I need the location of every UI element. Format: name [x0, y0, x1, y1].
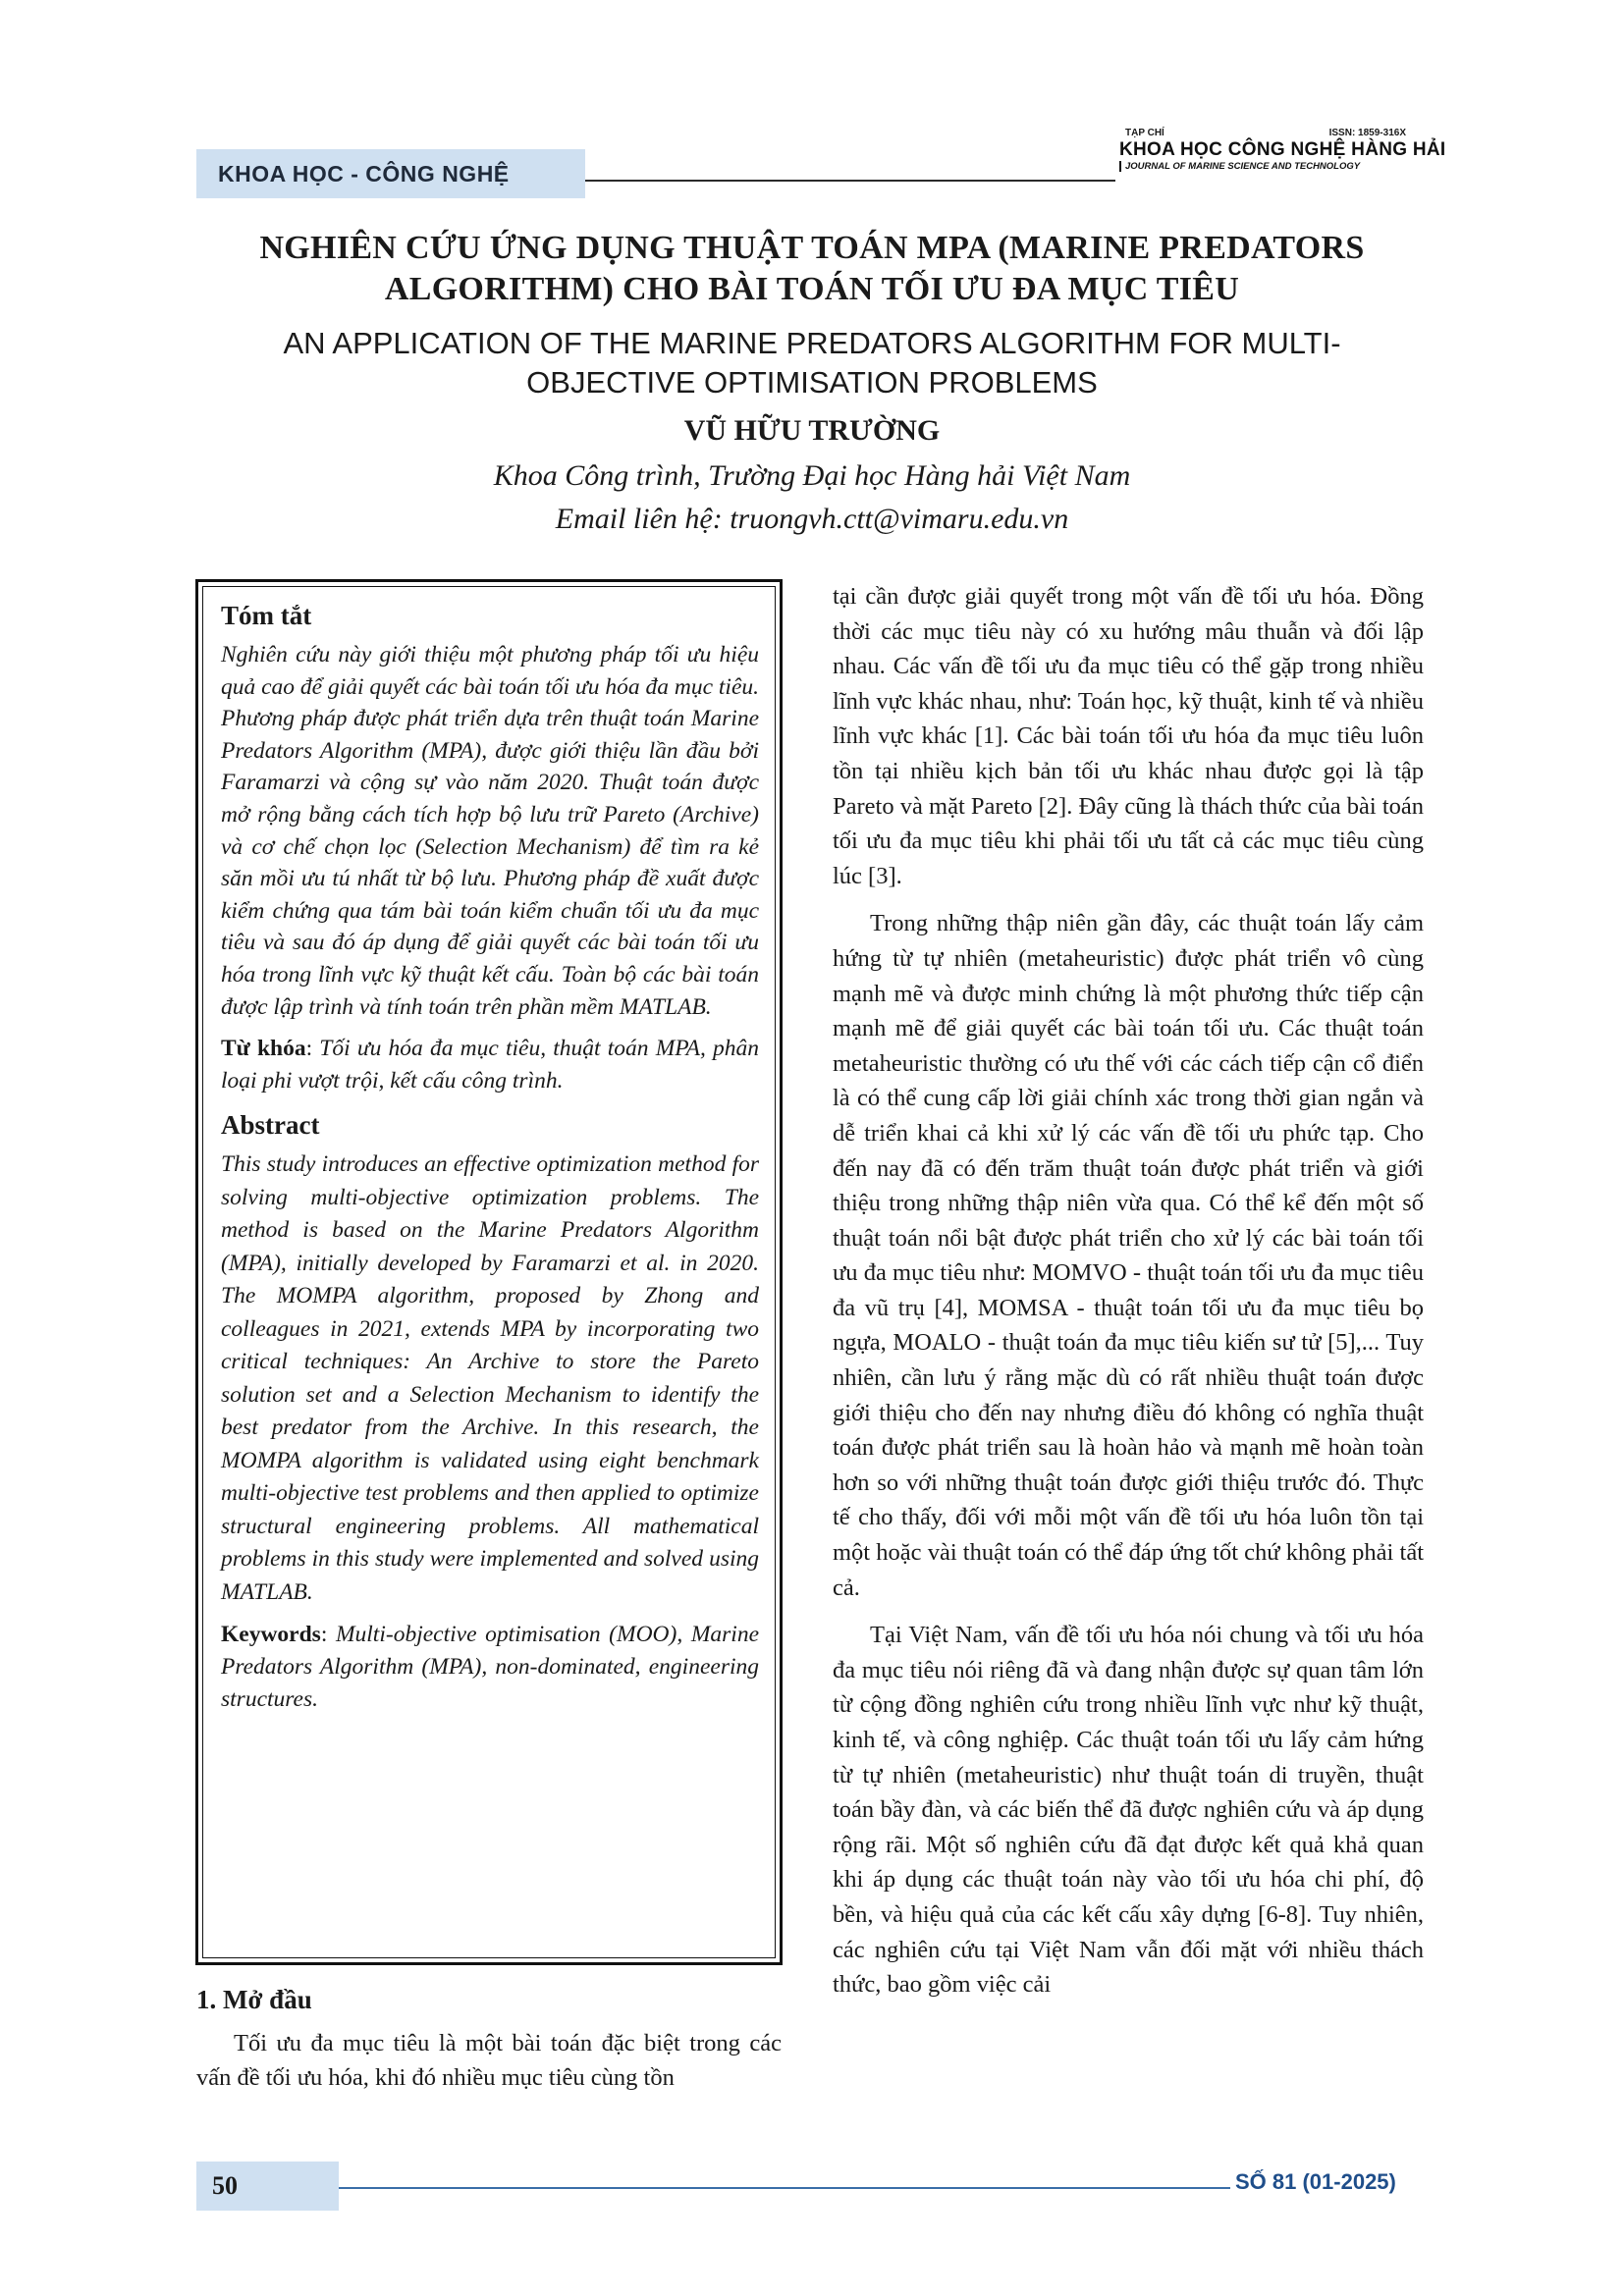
issn: ISSN: 1859-316X: [1328, 128, 1406, 138]
keywords-vi: Từ khóa: Tối ưu hóa đa mục tiêu, thuật toán MPA, phân loại phi vượt trội, kết cấu công trình.: [221, 1036, 759, 1094]
intro-paragraph: Tối ưu đa mục tiêu là một bài toán đặc biệt trong các vấn đề tối ưu hóa, khi đó nhiều mục tiêu cùng tồn: [196, 2030, 782, 2091]
abstract-box-inner: [202, 586, 776, 1958]
right-paragraph-1: tại cần được giải quyết trong một vấn đề tối ưu hóa. Đồng thời các mục tiêu này có xu hướng mâu thuẫn và đối lập nhau. Các vấn đề tối ưu đa mục tiêu có thể gặp trong nhiều lĩnh vực khác nhau, như: Toán học, kỹ thuật, kinh tế và nhiều lĩnh vực khác [1]. Các bài toán tối ưu hóa đa mục tiêu luôn tồn tại nhiều kịch bản tối ưu khác nhau được gọi là tập Pareto và mặt Pareto [2]. Đây cũng là thách thức của bài toán tối ưu đa mục tiêu khi phải tối ưu tất cả các mục tiêu cùng lúc [3].: [833, 583, 1424, 889]
right-paragraph-3: Tại Việt Nam, vấn đề tối ưu hóa nói chung và tối ưu hóa đa mục tiêu nói riêng đã và đang nhận được sự quan tâm lớn từ cộng đồng nghiên cứu trong nhiều lĩnh vực như kỹ thuật, kinh tế, và công nghiệp. Các thuật toán tối ưu lấy cảm hứng từ tự nhiên (metaheuristic) như thuật toán di truyền, thuật toán bầy đàn, và các biến thể đã được nghiên cứu và áp dụng rộng rãi. Một số nghiên cứu đã đạt được kết quả khả quan khi áp dụng các thuật toán này vào tối ưu hóa chi phí, độ bền, và hiệu quả của các kết cấu xây dựng [6-8]. Tuy nhiên, các nghiên cứu tại Việt Nam vẫn đối mặt với nhiều thách thức, bao gồm việc cải: [833, 1622, 1424, 1999]
abstract-box: [195, 579, 783, 1965]
title-vietnamese: [147, 228, 1477, 310]
footer-rule: [339, 2187, 1230, 2189]
abstract-vi-text: Nghiên cứu này giới thiệu một phương pháp tối ưu hiệu quả cao để giải quyết các bài toán tối ưu hóa đa mục tiêu. Phương pháp được phát triển dựa trên thuật toán Marine Predators Algorithm (MPA), được giới thiệu lần đầu bởi Faramarzi và cộng sự vào năm 2020. Thuật toán được mở rộng bằng cách tích hợp bộ lưu trữ Pareto (Archive) và cơ chế chọn lọc (Selection Mechanism) để tìm ra kẻ săn mồi ưu tú nhất từ bộ lưu. Phương pháp đề xuất được kiểm chứng qua tám bài toán kiểm chuẩn tối ưu đa mục tiêu và sau đó áp dụng để giải quyết các bài toán tối ưu hóa trong lĩnh vực kỹ thuật kết cấu. Toàn bộ các bài toán được lập trình và tính toán trên phần mềm MATLAB.: [221, 642, 759, 1020]
journal-name: KHOA HỌC CÔNG NGHỆ HÀNG HẢI: [1119, 139, 1446, 160]
journal-label: TẠP CHÍ: [1125, 128, 1164, 138]
abstract-en-text: This study introduces an effective optimization method for solving multi-objective optimization problems. The method is based on the Marine Predators Algorithm (MPA), initially developed by Faramarzi et al. in 2020. The MOMPA algorithm, proposed by Zhong and colleagues in 2021, extends MPA by incorporating two critical techniques: An Archive to store the Pareto solution set and a Selection Mechanism to identify the best predator from the Archive. In this research, the MOMPA algorithm is validated using eight benchmark multi-objective test problems and then applied to optimize structural engineering problems. All mathematical problems in this study were implemented and solved using MATLAB.: [221, 1151, 759, 1605]
title-en-line2: OBJECTIVE OPTIMISATION PROBLEMS: [526, 365, 1098, 400]
issue-number: SỐ 81 (01-2025): [1235, 2169, 1396, 2194]
title-vi-line1: NGHIÊN CỨU ỨNG DỤNG THUẬT TOÁN MPA (MARINE PREDATORS: [259, 230, 1365, 266]
section-label: KHOA HỌC - CÔNG NGHỆ: [196, 149, 585, 198]
author-name: VŨ HỮU TRƯỜNG: [683, 414, 941, 447]
journal-masthead: [1119, 128, 1446, 172]
abstract-vi-heading: Tóm tắt: [221, 601, 312, 630]
journal-name-en: JOURNAL OF MARINE SCIENCE AND TECHNOLOGY: [1119, 161, 1414, 172]
header-rule: [585, 180, 1115, 182]
keywords-vi-label: Từ khóa: [221, 1036, 306, 1062]
title-vi-line2: ALGORITHM) CHO BÀI TOÁN TỐI ƯU ĐA MỤC TIÊU: [384, 271, 1240, 307]
affiliation: Khoa Công trình, Trường Đại học Hàng hải Việt Nam: [493, 459, 1131, 492]
right-column: [833, 579, 1424, 2015]
contact-email: Email liên hệ: truongvh.ctt@vimaru.edu.vn: [555, 503, 1069, 535]
title-en-line1: AN APPLICATION OF THE MARINE PREDATORS ALGORITHM FOR MULTI-: [283, 326, 1341, 360]
abstract-en-heading: Abstract: [221, 1110, 320, 1141]
keywords-en: Keywords: Multi-objective optimisation (MOO), Marine Predators Algorithm (MPA), non-dominated, engineering structures.: [221, 1622, 759, 1712]
keywords-en-text: Multi-objective optimisation (MOO), Marine Predators Algorithm (MPA), non-dominated, engineering structures.: [221, 1622, 759, 1712]
page-number: 50: [196, 2162, 339, 2211]
right-paragraph-2: Trong những thập niên gần đây, các thuật toán lấy cảm hứng từ tự nhiên (metaheuristic) được phát triển vô cùng mạnh mẽ và được minh chứng là một phương thức tiếp cận mạnh mẽ để giải quyết các bài toán tối ưu. Các thuật toán metaheuristic thường có ưu thế với các cách tiếp cận cổ điển là có thể cung cấp lời giải chính xác trong thời gian ngắn và dễ triển khai cả khi xử lý các vấn đề tối ưu phức tạp. Cho đến nay đã có đến trăm thuật toán được phát triển và giới thiệu trong những thập niên vừa qua. Có thể kể đến một số thuật toán nổi bật được phát triển cho xử lý các bài toán tối ưu đa mục tiêu như: MOMVO - thuật toán tối ưu đa mục tiêu đa vũ trụ [4], MOMSA - thuật toán tối ưu đa mục tiêu bọ ngựa, MOALO - thuật toán đa mục tiêu kiến sư tử [5],... Tuy nhiên, cần lưu ý rằng mặc dù có rất nhiều thuật toán được giới thiệu cho đến nay nhưng điều đó không có nghĩa thuật toán được phát triển sau là hoàn hảo và mạnh mẽ hoàn toàn hơn so với những thuật toán được giới thiệu trước đó. Thực tế cho thấy, đối với mỗi một vấn đề tối ưu hóa luôn tồn tại một hoặc vài thuật toán có thể đáp ứng tốt chứ không phải tất cả.: [833, 910, 1424, 1601]
section-heading: 1. Mở đầu: [196, 1985, 312, 2014]
keywords-en-label: Keywords: [221, 1622, 321, 1648]
title-english: [147, 324, 1477, 402]
keywords-vi-text: Tối ưu hóa đa mục tiêu, thuật toán MPA, phân loại phi vượt trội, kết cấu công trình.: [221, 1036, 759, 1094]
